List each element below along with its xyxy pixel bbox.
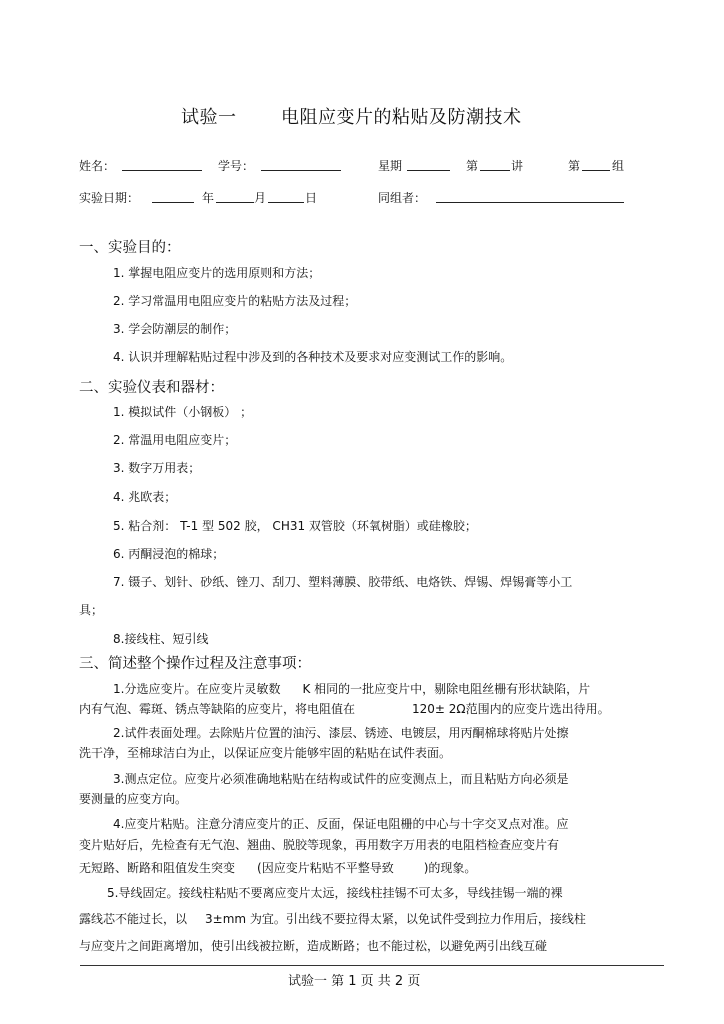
equipment-item: 3. 数字万用表； xyxy=(113,461,201,475)
equipment-item: 8.接线柱、短引线 xyxy=(113,632,209,646)
equipment-item-continued: 具； xyxy=(79,603,104,617)
text-segment: )的现象。 xyxy=(423,861,477,875)
day-blank[interactable] xyxy=(268,190,304,203)
lecture-suffix: 讲 xyxy=(511,159,524,173)
equipment-item: 5. 粘合剂： T-1 型 502 胶， CH31 双管胶（环氧树脂）或硅橡胶； xyxy=(113,519,477,533)
partner-label: 同组者： xyxy=(378,191,427,205)
footer-divider xyxy=(80,965,664,966)
text-segment: 3±mm 为宜。引出线不要拉得太紧，以免试件受到拉力作用后，接线柱 xyxy=(205,912,586,926)
objective-item: 4. 认识并理解粘贴过程中涉及到的各种技术及要求对应变测试工作的影响。 xyxy=(113,350,513,364)
section-2-heading: 二、实验仪表和器材： xyxy=(79,380,224,396)
weekday-label: 星期 xyxy=(378,159,403,173)
group-suffix: 组 xyxy=(612,159,625,173)
paragraph-line xyxy=(79,859,476,876)
equipment-item: 4. 兆欧表； xyxy=(113,490,177,504)
group-prefix: 第 xyxy=(568,159,581,173)
name-blank[interactable] xyxy=(122,158,202,171)
month-blank[interactable] xyxy=(216,190,254,203)
objective-item: 2. 学习常温用电阻应变片的粘贴方法及过程； xyxy=(113,294,357,308)
paragraph-line: 变片贴好后，先检查有无气泡、翘曲、脱胶等现象，再用数字万用表的电阻档检查应变片有 xyxy=(79,838,560,852)
paragraph-line: 要测量的应变方向。 xyxy=(79,792,188,806)
student-id-blank[interactable] xyxy=(261,158,341,171)
paragraph-line: 洗干净，至棉球洁白为止，以保证应变片能够牢固的粘贴在试件表面。 xyxy=(79,746,452,760)
text-segment: 无短路、断路和阻值发生突变 xyxy=(79,861,236,875)
paragraph-line xyxy=(113,680,590,697)
paragraph-line: 2.试件表面处理。去除贴片位置的油污、漆层、锈迹、电镀层，用丙酮棉球将贴片处擦 xyxy=(113,726,569,740)
text-segment: 露线芯不能过长，以 xyxy=(79,912,188,926)
text-segment: 120± 2Ω范围内的应变片选出待用。 xyxy=(412,702,610,716)
group-blank[interactable] xyxy=(582,158,610,171)
title-text: 电阻应变片的粘贴及防潮技术 xyxy=(280,107,522,128)
text-segment: 1.分选应变片。在应变片灵敏数 xyxy=(113,682,281,696)
page-footer: 试验一 第 1 页 共 2 页 xyxy=(288,974,421,989)
lecture-prefix: 第 xyxy=(466,159,479,173)
paragraph-line: 5.导线固定。接线柱粘贴不要离应变片太远，接线柱挂锡不可太多，导线挂锡一端的裸 xyxy=(107,886,563,900)
day-label: 日 xyxy=(305,191,318,205)
equipment-item: 1. 模拟试件（小钢板） ； xyxy=(113,405,253,419)
paragraph-line xyxy=(79,910,586,927)
partner-blank[interactable] xyxy=(436,190,624,203)
equipment-item: 2. 常温用电阻应变片； xyxy=(113,433,237,447)
equipment-item: 6. 丙酮浸泡的棉球； xyxy=(113,547,225,561)
paragraph-line xyxy=(79,700,610,717)
section-1-heading: 一、实验目的： xyxy=(79,240,181,256)
month-label: 月 xyxy=(254,191,267,205)
paragraph-line: 4.应变片粘贴。注意分清应变片的正、反面，保证电阻栅的中心与十字交叉点对准。应 xyxy=(113,817,569,831)
text-segment: (因应变片粘贴不平整导致 xyxy=(257,861,394,875)
text-segment: 内有气泡、霉斑、锈点等缺陷的应变片，将电阻值在 xyxy=(79,702,356,716)
objective-item: 3. 学会防潮层的制作； xyxy=(113,322,237,336)
section-3-heading: 三、简述整个操作过程及注意事项： xyxy=(79,656,311,672)
equipment-item: 7. 镊子、划针、砂纸、锉刀、刮刀、塑料薄膜、胶带纸、电烙铁、焊锡、焊锡膏等小工 xyxy=(113,575,573,589)
paragraph-line: 3.测点定位。应变片必须准确地粘贴在结构或试件的应变测点上，而且粘贴方向必须是 xyxy=(113,772,569,786)
year-blank[interactable] xyxy=(152,190,194,203)
date-label: 实验日期： xyxy=(79,191,140,205)
lecture-blank[interactable] xyxy=(480,158,510,171)
weekday-blank[interactable] xyxy=(407,158,450,171)
paragraph-line: 与应变片之间距离增加，使引出线被拉断，造成断路；也不能过松，以避免两引出线互碰 xyxy=(79,939,548,953)
student-id-label: 学号： xyxy=(218,159,255,173)
name-label: 姓名： xyxy=(79,159,116,173)
text-segment: K 相同的一批应变片中，剔除电阻丝栅有形状缺陷，片 xyxy=(302,682,591,696)
year-label: 年 xyxy=(202,191,215,205)
title-experiment-number: 试验一 xyxy=(181,107,237,128)
objective-item: 1. 掌握电阻应变片的选用原则和方法； xyxy=(113,266,321,280)
page-title xyxy=(181,103,521,129)
